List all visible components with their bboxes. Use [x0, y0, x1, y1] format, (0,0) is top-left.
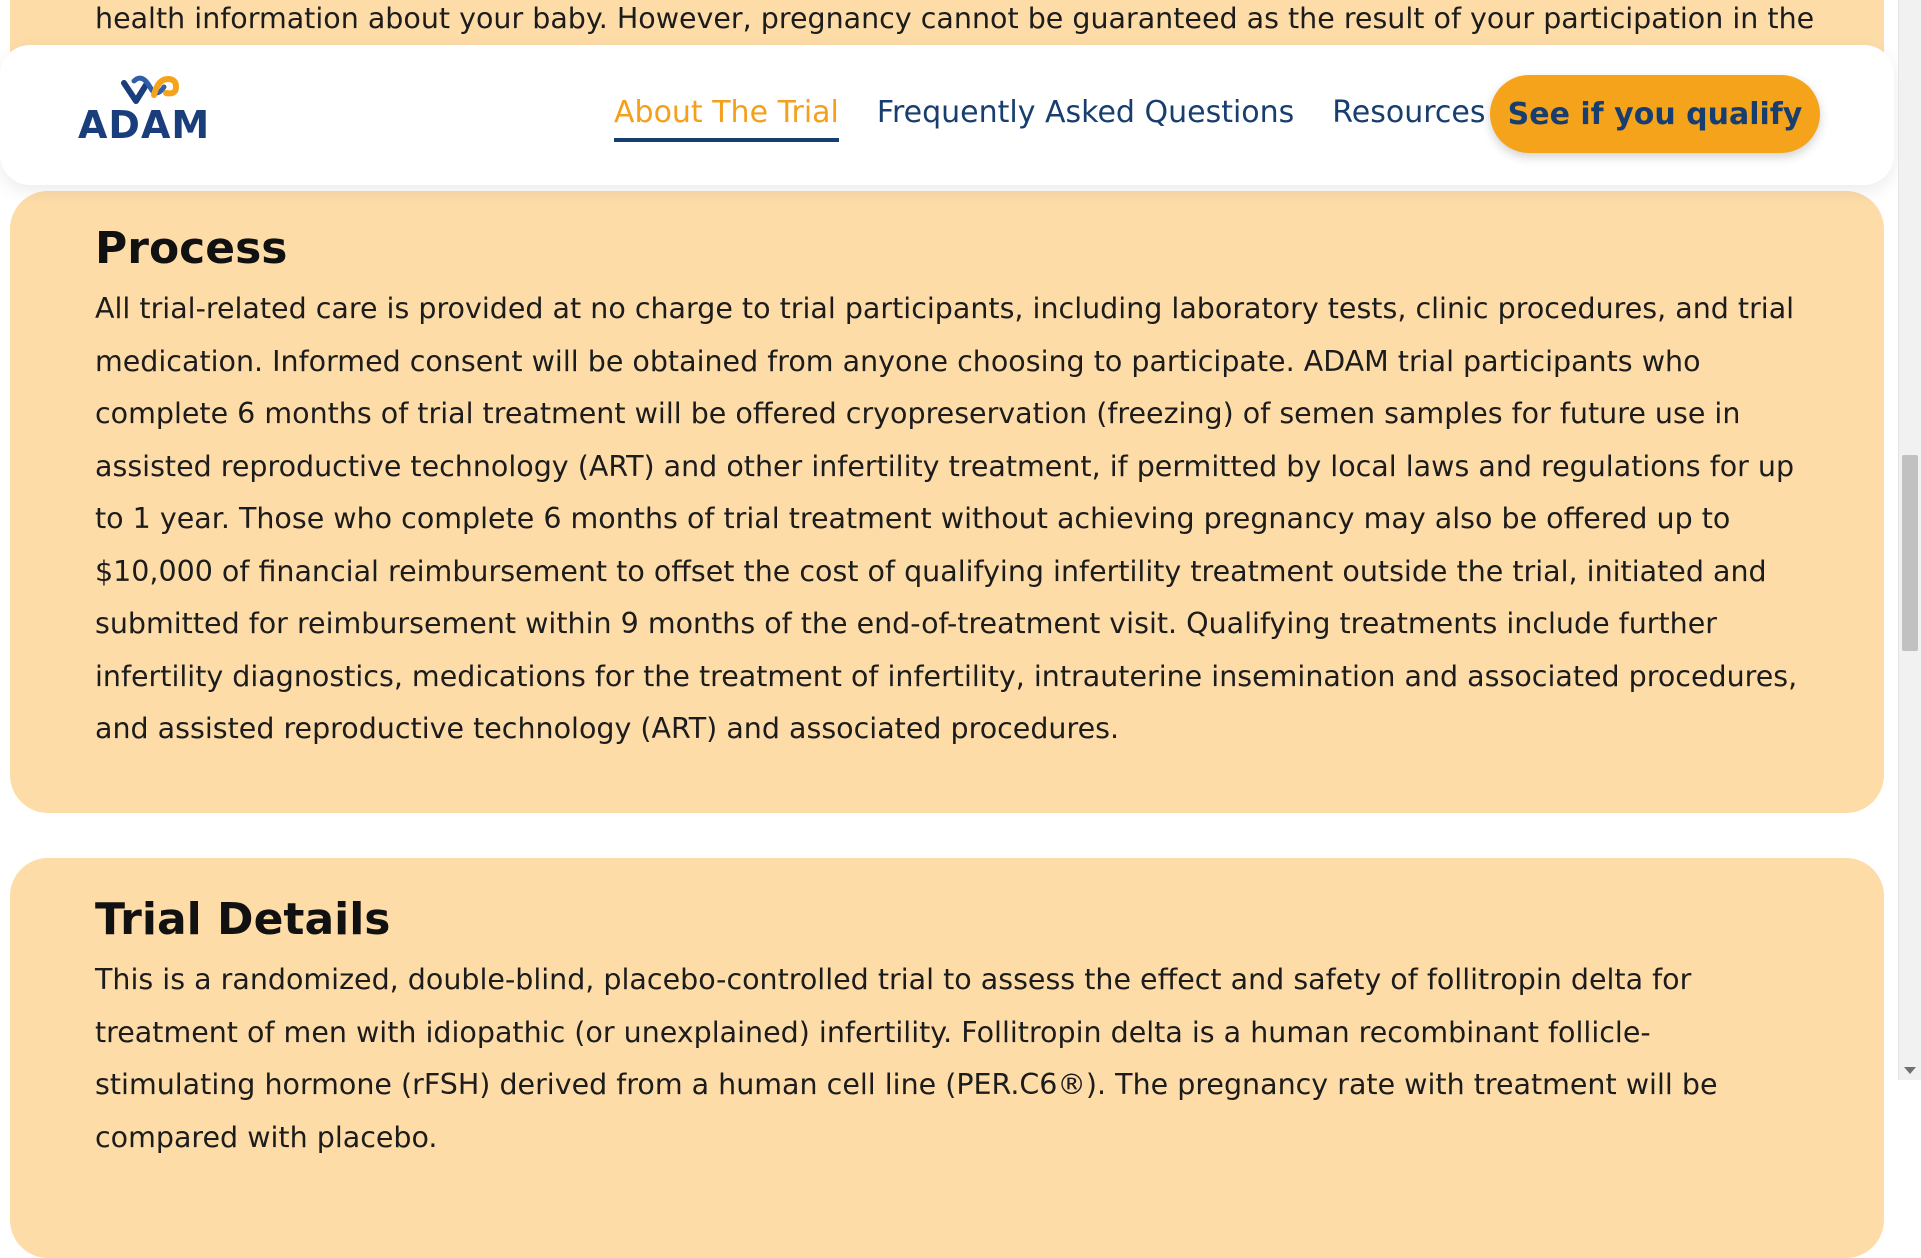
- vertical-scrollbar[interactable]: [1898, 0, 1921, 1080]
- nav-about-the-trial[interactable]: About The Trial: [614, 93, 839, 137]
- trial-details-section: [10, 858, 1884, 1258]
- trial-details-heading: Trial Details: [95, 894, 391, 945]
- see-if-you-qualify-button[interactable]: See if you qualify: [1490, 75, 1820, 153]
- scrollbar-thumb[interactable]: [1902, 455, 1918, 651]
- site-header: [0, 45, 1894, 185]
- process-heading: Process: [95, 223, 288, 274]
- adam-logo[interactable]: [78, 73, 218, 153]
- previous-section-text: health information about your baby. However, pregnancy cannot be guaranteed as the result of your participation in the: [95, 2, 1815, 35]
- process-body: All trial-related care is provided at no charge to trial participants, including laboratory tests, clinic procedures, and trial medication. Informed consent will be obtained from anyone choosing to participate. ADAM trial participants who complete 6 months of trial treatment will be offered cryopreservation (freezing) of semen samples for future use in assisted reproductive technology (ART) and other infertility treatment, if permitted by local laws and regulations for up to 1 year. Those who complete 6 months of trial treatment without achieving pregnancy may also be offered up to $10,000 of financial reimbursement to offset the cost of qualifying infertility treatment outside the trial, initiated and submitted for reimbursement within 9 months of the end-of-treatment visit. Qualifying treatments include further infertility diagnostics, medications for the treatment of infertility, intrauterine insemination and associated procedures, and assisted reproductive technology (ART) and associated procedures.: [95, 292, 1798, 745]
- process-section: [10, 191, 1884, 813]
- nav-resources[interactable]: Resources: [1332, 95, 1486, 130]
- logo-text: ADAM: [78, 103, 211, 147]
- main-nav: [614, 93, 1486, 137]
- logo-mark-icon: [120, 73, 180, 107]
- nav-faq[interactable]: Frequently Asked Questions: [876, 95, 1295, 130]
- scroll-down-arrow-icon[interactable]: [1904, 1067, 1916, 1074]
- trial-details-body: This is a randomized, double-blind, placebo-controlled trial to assess the effect and safety of follitropin delta for treatment of men with idiopathic (or unexplained) infertility. Follitropin delta is a human recombinant follicle-stimulating hormone (rFSH) derived from a human cell line (PER.C6®). The pregnancy rate with treatment will be compared with placebo.: [95, 963, 1718, 1154]
